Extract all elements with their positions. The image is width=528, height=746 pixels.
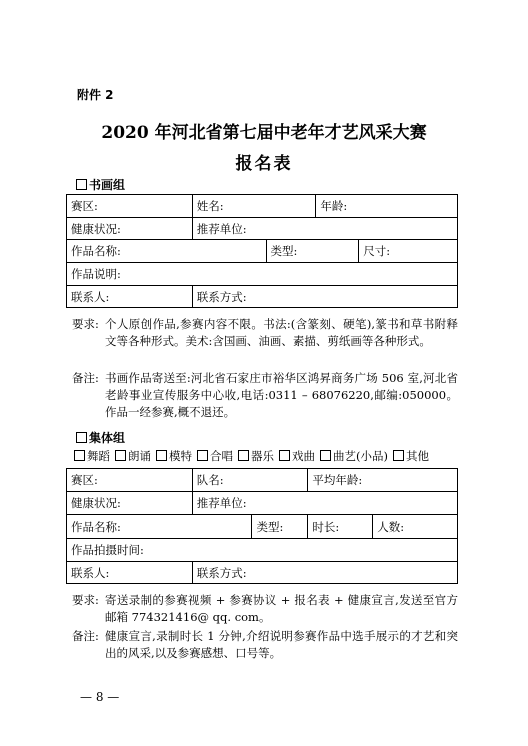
option-checkbox[interactable] (115, 450, 126, 461)
form-title: 2020 年河北省第七届中老年才艺风采大赛 (101, 123, 427, 143)
painting-group-heading (76, 176, 125, 193)
requirement-text: 个人原创作品,参赛内容不限。书法:(含篆刻、硬笔),篆书和草书附释文等各种形式。美术:含国画、油画、素描、剪纸画等各种形式。 (105, 317, 458, 348)
performance-type-options (74, 448, 434, 464)
option-instrumental[interactable]: 器乐 (238, 449, 274, 463)
note-label: 备注: (72, 371, 99, 385)
option-checkbox[interactable] (320, 450, 331, 461)
requirement-label: 要求: (72, 317, 99, 331)
field-filming-time[interactable]: 作品拍摄时间: (67, 539, 458, 562)
field-average-age[interactable]: 平均年龄: (308, 469, 458, 492)
option-folk-art[interactable]: 曲艺(小品) (320, 449, 388, 463)
option-checkbox[interactable] (279, 450, 290, 461)
field-contact-person[interactable]: 联系人: (67, 286, 193, 308)
field-work-description[interactable]: 作品说明: (67, 263, 458, 286)
option-model[interactable]: 模特 (156, 449, 192, 463)
field-region[interactable]: 赛区: (67, 195, 193, 218)
attachment-label: 附件 2 (77, 88, 114, 102)
painting-group-table (66, 194, 458, 308)
note-text: 书画作品寄送至:河北省石家庄市裕华区鸿昇商务广场 506 室,河北省老龄事业宣传服务中心收,电话:0311 – 68076220,邮编:050000。作品一经参赛,概不退还。 (105, 371, 458, 419)
painting-group-heading-text: 书画组 (89, 178, 126, 192)
option-recitation[interactable]: 朗诵 (115, 449, 151, 463)
collective-requirement (72, 592, 458, 626)
option-dance[interactable]: 舞蹈 (74, 449, 110, 463)
option-checkbox[interactable] (74, 450, 85, 461)
field-headcount[interactable]: 人数: (373, 515, 458, 539)
collective-group-heading (76, 429, 125, 446)
option-checkbox[interactable] (238, 450, 249, 461)
collective-note (72, 628, 458, 662)
collective-group-table (66, 468, 458, 584)
field-contact-person[interactable]: 联系人: (67, 562, 193, 584)
field-work-type[interactable]: 类型: (266, 240, 359, 263)
field-work-name[interactable]: 作品名称: (67, 515, 252, 539)
field-contact-info[interactable]: 联系方式: (192, 562, 457, 584)
field-name[interactable]: 姓名: (192, 195, 316, 218)
field-health[interactable]: 健康状况: (67, 218, 193, 240)
collective-group-checkbox[interactable] (76, 432, 87, 443)
option-checkbox[interactable] (156, 450, 167, 461)
option-opera[interactable]: 戏曲 (279, 449, 315, 463)
field-work-name[interactable]: 作品名称: (67, 240, 267, 263)
painting-requirement (72, 316, 458, 350)
note-label: 备注: (72, 629, 99, 643)
field-duration[interactable]: 时长: (308, 515, 373, 539)
field-recommending-unit[interactable]: 推荐单位: (192, 492, 457, 515)
painting-note (72, 370, 458, 421)
field-recommending-unit[interactable]: 推荐单位: (192, 218, 457, 240)
page-number: — 8 — (80, 690, 120, 704)
requirement-label: 要求: (72, 593, 99, 607)
painting-group-checkbox[interactable] (76, 179, 87, 190)
form-subtitle: 报名表 (235, 154, 293, 174)
field-size[interactable]: 尺寸: (359, 240, 458, 263)
field-age[interactable]: 年龄: (316, 195, 458, 218)
note-text: 健康宣言,录制时长 1 分钟,介绍说明参赛作品中选手展示的才艺和突出的风采,以及参赛感想、口号等。 (105, 629, 458, 660)
field-region[interactable]: 赛区: (67, 469, 193, 492)
field-team-name[interactable]: 队名: (192, 469, 308, 492)
option-checkbox[interactable] (393, 450, 404, 461)
requirement-text: 寄送录制的参赛视频 + 参赛协议 + 报名表 + 健康宣言,发送至官方邮箱 774321416@ qq. com。 (105, 593, 458, 624)
field-work-type[interactable]: 类型: (252, 515, 308, 539)
option-chorus[interactable]: 合唱 (197, 449, 233, 463)
field-health[interactable]: 健康状况: (67, 492, 193, 515)
collective-group-heading-text: 集体组 (89, 431, 126, 445)
option-checkbox[interactable] (197, 450, 208, 461)
field-contact-info[interactable]: 联系方式: (192, 286, 457, 308)
option-other[interactable]: 其他 (393, 449, 429, 463)
